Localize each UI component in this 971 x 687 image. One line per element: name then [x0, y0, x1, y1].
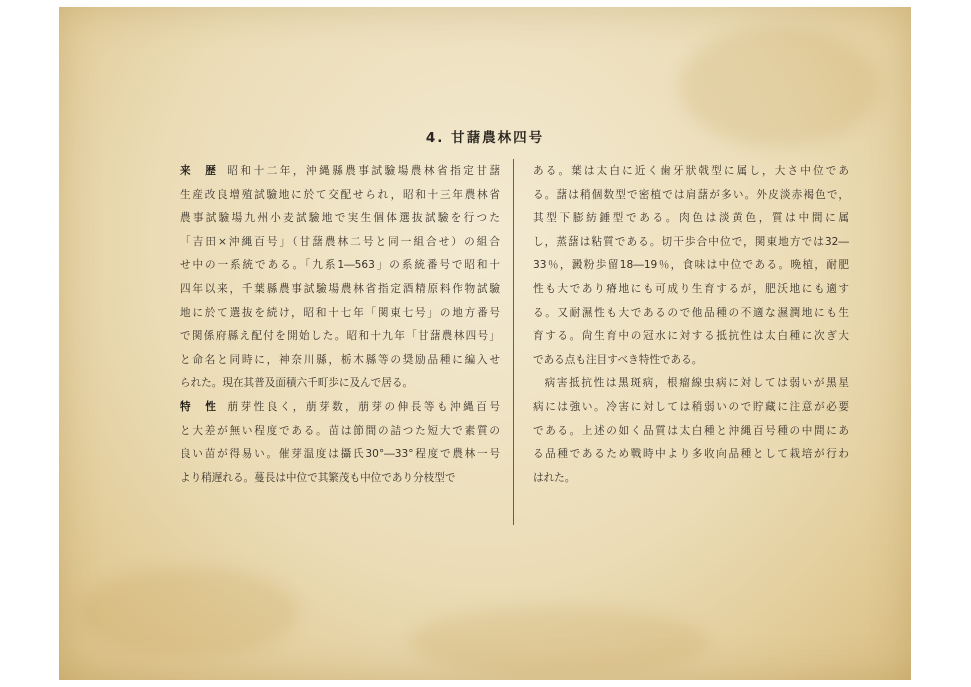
text-line [533, 349, 849, 373]
paper-stain [409, 607, 709, 677]
text-line [180, 467, 500, 491]
line-text: る。藷は稍個数型で密植では肩藷が多い。外皮淡赤褐色で， [533, 188, 849, 201]
text-line [533, 184, 849, 208]
line-text: である点も注目すべき特性である。 [533, 353, 703, 366]
text-line [533, 254, 849, 278]
text-line [180, 443, 500, 467]
line-text: られた。現在其普及面積六千町歩に及んで居る。 [180, 377, 414, 390]
text-line [180, 254, 500, 278]
line-text: 性も大であり瘠地にも可成り生育するが，肥沃地にも適す [533, 282, 849, 295]
line-text: ある。葉は太白に近く歯牙狀戟型に属し，大さ中位であ [533, 165, 849, 177]
text-line [533, 372, 849, 396]
line-text: 病には強い。冷害に対しては稍弱いので貯藏に注意が必要 [533, 400, 849, 413]
document-page [59, 7, 911, 680]
section-heading: 特 性 [180, 400, 222, 413]
text-line [533, 325, 849, 349]
line-text: 「吉田×沖縄百号」（甘藷農林二号と同一組合せ）の組合 [180, 235, 500, 248]
right-column [533, 160, 849, 490]
text-line [533, 443, 849, 467]
text-line [180, 349, 500, 373]
line-text: 地に於て選抜を続け，昭和十七年「関東七号」の地方番号 [180, 306, 500, 319]
line-text: 萠芽性良く，萠芽数，萠芽の伸長等も沖縄百号 [227, 400, 500, 413]
line-text: と命名と同時に，神奈川縣，栃木縣等の奨励品種に編入せ [180, 353, 500, 366]
column-divider [513, 159, 514, 525]
text-line [533, 467, 849, 491]
line-text: である。上述の如く品質は太白種と沖縄百号種の中間にあ [533, 424, 849, 437]
line-text: 其型下膨紡錘型である。肉色は淡黄色，質は中間に属 [533, 212, 849, 225]
text-line [533, 231, 849, 255]
text-line [533, 207, 849, 231]
line-text: 良い苗が得易い。催芽温度は攝氏30°―33°程度で農林一号 [180, 448, 500, 461]
line-text: で関係府縣え配付を開始した。昭和十九年「甘藷農林四号」 [180, 330, 500, 343]
text-line [180, 278, 500, 302]
text-line [180, 325, 500, 349]
line-text: 四年以来，千葉縣農事試驗場農林省指定酒精原料作物試驗 [180, 282, 500, 295]
text-line [533, 278, 849, 302]
line-text: 生産改良增殖試驗地に於て交配せられ，昭和十三年農林省 [180, 188, 500, 201]
text-line [180, 160, 500, 184]
text-line [533, 396, 849, 420]
left-column [180, 160, 500, 490]
paper-stain [79, 567, 299, 657]
text-line [533, 160, 849, 184]
text-line [180, 372, 500, 396]
text-line [180, 302, 500, 326]
line-text: る。又耐濕性も大であるので他品種の不適な濕潤地にも生 [533, 306, 849, 319]
line-text: 病害抵抗性は黑斑病，根瘤線虫病に対しては弱いが黑星 [543, 377, 849, 390]
section-heading: 来 歴 [180, 165, 222, 177]
text-line [180, 207, 500, 231]
text-line [180, 396, 500, 420]
line-text: 33％，澱粉歩留18―19％，食味は中位である。晩植，耐肥 [533, 259, 849, 272]
text-line [180, 184, 500, 208]
text-line [533, 302, 849, 326]
line-text: 育する。尙生育中の冠水に対する抵抗性は太白種に次ぎ大 [533, 330, 849, 343]
text-line [533, 420, 849, 444]
line-text: る品種であるため戰時中より多收向品種として栽培が行わ [533, 448, 849, 461]
line-text: と大差が無い程度である。苗は節間の詰つた短大で素質の [180, 424, 500, 437]
text-line [180, 420, 500, 444]
line-text: より稍遅れる。蔓長は中位で其繁茂も中位であり分枝型で [180, 471, 456, 484]
line-text: せ中の一系統である。「九系1―563」の系統番号で昭和十 [180, 259, 500, 272]
line-text: し，蒸藷は粘質である。切干歩合中位で，関東地方では32― [533, 235, 849, 248]
text-line [180, 231, 500, 255]
line-text: 昭和十二年，沖縄縣農事試驗場農林省指定甘藷 [227, 165, 500, 177]
document-title: 4. 甘藷農林四号 [425, 130, 545, 146]
line-text: 農事試驗場九州小麦試驗地で実生個体選抜試驗を行つた [180, 212, 500, 225]
line-text: はれた。 [533, 471, 576, 484]
